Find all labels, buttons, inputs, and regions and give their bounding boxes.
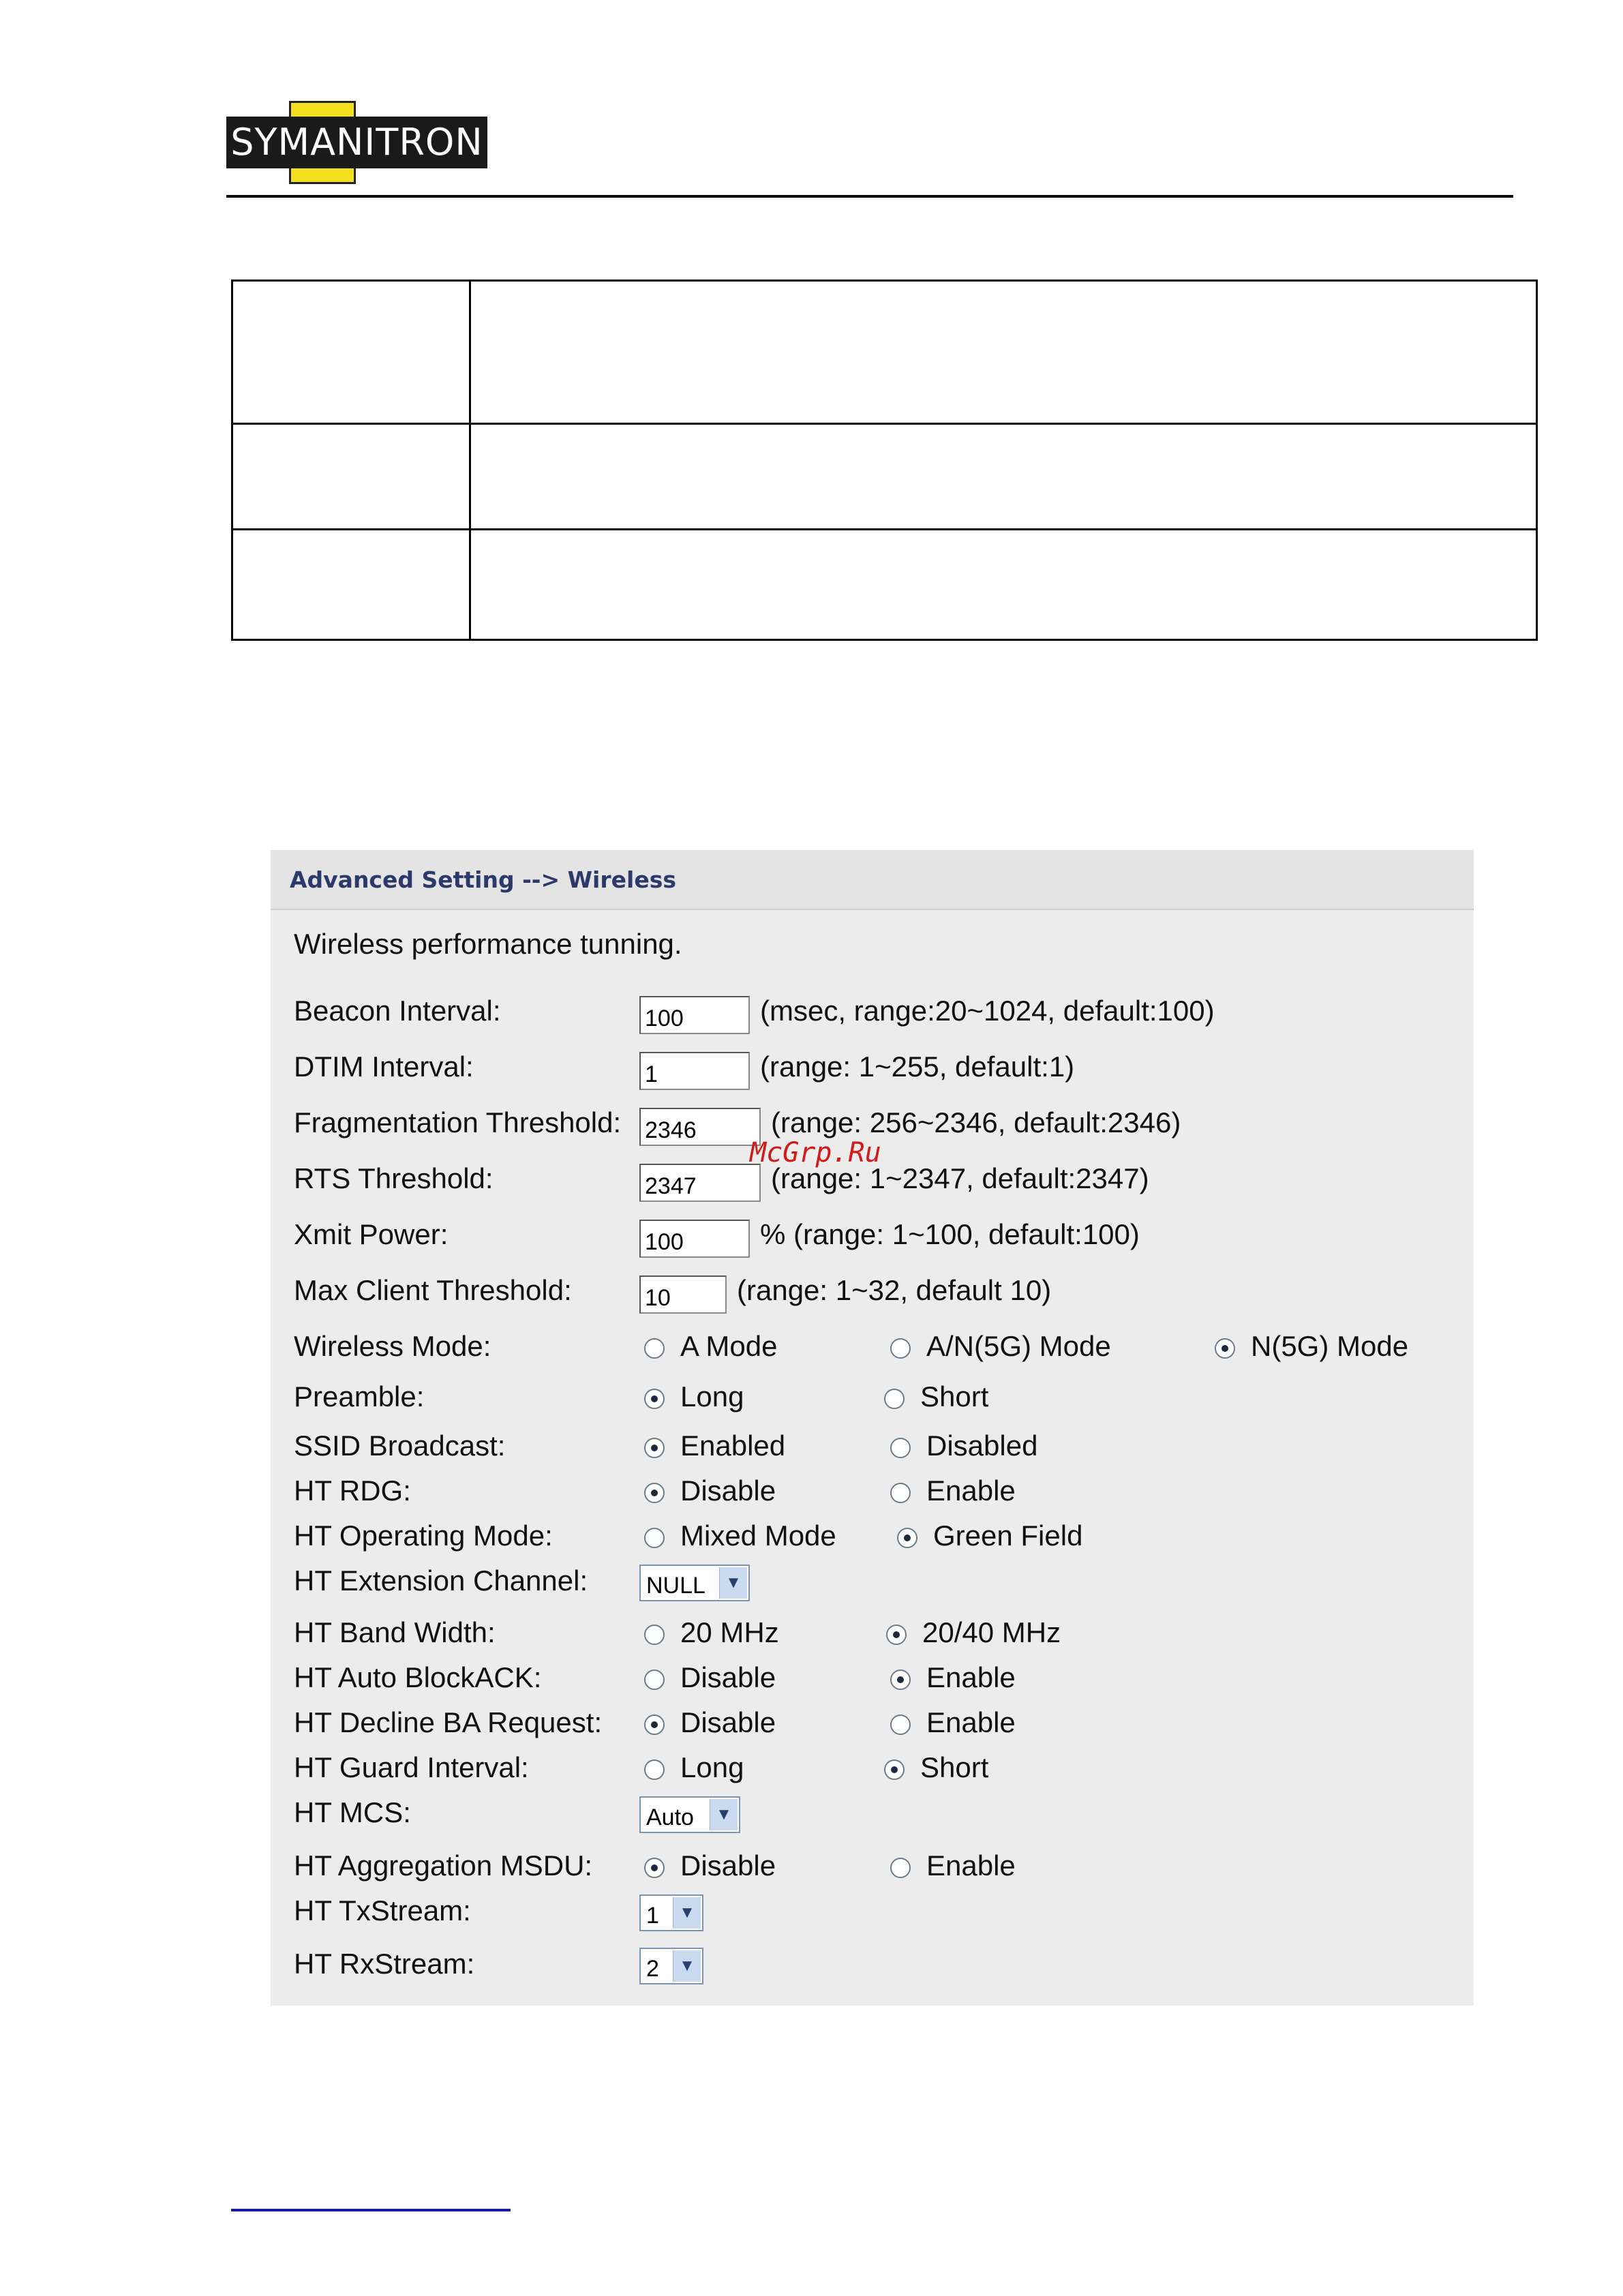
max-client-threshold-row — [271, 1274, 1474, 1325]
ht-gi-long-label: Long — [680, 1751, 744, 1783]
ht-txstream-label: HT TxStream: — [294, 1894, 471, 1927]
ht-guard-interval-row — [271, 1751, 1474, 1802]
table-row — [232, 424, 1537, 530]
ht-rdg-enable-label: Enable — [926, 1475, 1016, 1507]
ht-msdu-enable-radio[interactable] — [890, 1858, 911, 1878]
rts-threshold-row — [271, 1162, 1474, 1213]
ht-operating-mode-label: HT Operating Mode: — [294, 1520, 553, 1552]
ssid-enabled-radio[interactable] — [644, 1438, 665, 1458]
ht-txstream-row — [271, 1894, 1474, 1945]
description-table — [231, 280, 1538, 641]
ht-decline-ba-disable-label: Disable — [680, 1706, 776, 1738]
beacon-interval-row — [271, 995, 1474, 1045]
ht-green-field-label: Green Field — [933, 1520, 1083, 1552]
table-row — [232, 281, 1537, 424]
ht-msdu-disable-radio[interactable] — [644, 1858, 665, 1878]
ht-rxstream-value: 2 — [646, 1956, 659, 1982]
ht-extension-channel-value: NULL — [646, 1573, 706, 1599]
ht-decline-ba-enable-label: Enable — [926, 1706, 1016, 1738]
beacon-interval-hint: (msec, range:20~1024, default:100) — [760, 995, 1215, 1027]
ht-bw-2040-label: 20/40 MHz — [922, 1616, 1061, 1648]
rts-threshold-input[interactable]: 2347 — [639, 1164, 761, 1202]
max-client-threshold-hint: (range: 1~32, default 10) — [737, 1274, 1052, 1306]
ht-msdu-enable-label: Enable — [926, 1849, 1016, 1882]
ht-decline-ba-enable-radio[interactable] — [890, 1715, 911, 1735]
wireless-mode-n-radio[interactable] — [1215, 1338, 1235, 1359]
ssid-disabled-radio[interactable] — [890, 1438, 911, 1458]
ht-rdg-disable-label: Disable — [680, 1475, 776, 1507]
ht-blockack-enable-radio[interactable] — [890, 1670, 911, 1690]
ht-rdg-enable-radio[interactable] — [890, 1483, 911, 1503]
ht-extension-channel-row — [271, 1565, 1474, 1615]
xmit-power-row — [271, 1218, 1474, 1269]
ht-msdu-disable-label: Disable — [680, 1849, 776, 1882]
max-client-threshold-input[interactable]: 10 — [639, 1275, 727, 1314]
ht-extension-channel-select[interactable] — [639, 1565, 750, 1601]
rts-threshold-hint: (range: 1~2347, default:2347) — [771, 1162, 1149, 1194]
table-cell — [470, 530, 1537, 640]
ht-blockack-enable-label: Enable — [926, 1661, 1016, 1693]
preamble-label: Preamble: — [294, 1380, 425, 1413]
ht-guard-interval-label: HT Guard Interval: — [294, 1751, 529, 1783]
beacon-interval-input[interactable]: 100 — [639, 996, 750, 1034]
ht-extension-channel-label: HT Extension Channel: — [294, 1565, 588, 1597]
preamble-long-radio[interactable] — [644, 1389, 665, 1409]
panel-title: Advanced Setting --> Wireless — [290, 866, 676, 893]
dtim-interval-hint: (range: 1~255, default:1) — [760, 1051, 1075, 1083]
ht-gi-short-radio[interactable] — [884, 1759, 905, 1780]
ht-bw-20-label: 20 MHz — [680, 1616, 779, 1648]
ssid-disabled-label: Disabled — [926, 1430, 1038, 1462]
xmit-power-input[interactable]: 100 — [639, 1220, 750, 1258]
fragmentation-threshold-input[interactable]: 2346 — [639, 1108, 761, 1146]
ht-mixed-mode-label: Mixed Mode — [680, 1520, 836, 1552]
header-rule — [226, 195, 1513, 198]
ht-auto-blockack-row — [271, 1661, 1474, 1712]
wireless-mode-an-radio[interactable] — [890, 1338, 911, 1359]
ht-green-field-radio[interactable] — [897, 1528, 917, 1548]
ht-decline-ba-disable-radio[interactable] — [644, 1715, 665, 1735]
ht-gi-short-label: Short — [920, 1751, 989, 1783]
ht-gi-long-radio[interactable] — [644, 1759, 665, 1780]
preamble-long-label: Long — [680, 1380, 744, 1413]
ht-decline-ba-row — [271, 1706, 1474, 1757]
panel-intro: Wireless performance tunning. — [294, 928, 682, 960]
ht-decline-ba-label: HT Decline BA Request: — [294, 1706, 603, 1738]
footer-link[interactable] — [231, 2209, 511, 2211]
fragmentation-threshold-hint: (range: 256~2346, default:2346) — [771, 1106, 1181, 1138]
dtim-interval-row — [271, 1051, 1474, 1101]
wireless-mode-an-label: A/N(5G) Mode — [926, 1330, 1111, 1362]
table-cell — [470, 281, 1537, 424]
ht-txstream-select[interactable] — [639, 1894, 703, 1931]
preamble-short-radio[interactable] — [884, 1389, 905, 1409]
ht-auto-blockack-label: HT Auto BlockACK: — [294, 1661, 542, 1693]
ssid-enabled-label: Enabled — [680, 1430, 786, 1462]
wireless-mode-n-label: N(5G) Mode — [1251, 1330, 1409, 1362]
dtim-interval-input[interactable]: 1 — [639, 1052, 750, 1090]
table-cell — [232, 530, 470, 640]
company-logo — [226, 101, 487, 184]
wireless-mode-a-radio[interactable] — [644, 1338, 665, 1359]
ssid-broadcast-row — [271, 1430, 1474, 1480]
chevron-down-icon: ▼ — [673, 1950, 701, 1982]
ht-mcs-label: HT MCS: — [294, 1796, 411, 1828]
rts-threshold-label: RTS Threshold: — [294, 1162, 494, 1194]
table-cell — [232, 424, 470, 530]
watermark: McGrp.Ru — [750, 1137, 881, 1168]
ht-bw-2040-radio[interactable] — [886, 1625, 907, 1645]
table-cell — [470, 424, 1537, 530]
logo-text: SYMANITRON — [230, 121, 483, 164]
ht-rxstream-select[interactable] — [639, 1948, 703, 1984]
ht-mixed-mode-radio[interactable] — [644, 1528, 665, 1548]
ht-aggregation-msdu-row — [271, 1849, 1474, 1900]
fragmentation-threshold-label: Fragmentation Threshold: — [294, 1106, 622, 1138]
panel-header — [271, 850, 1474, 910]
wireless-mode-a-label: A Mode — [680, 1330, 778, 1362]
xmit-power-hint: % (range: 1~100, default:100) — [760, 1218, 1140, 1250]
ht-operating-mode-row — [271, 1520, 1474, 1570]
wireless-settings-panel — [271, 850, 1474, 2006]
ht-mcs-select[interactable] — [639, 1796, 740, 1833]
wireless-mode-label: Wireless Mode: — [294, 1330, 491, 1362]
ht-rxstream-row — [271, 1948, 1474, 1998]
chevron-down-icon: ▼ — [710, 1799, 738, 1830]
ht-bw-20-radio[interactable] — [644, 1625, 665, 1645]
preamble-row — [271, 1380, 1474, 1431]
max-client-threshold-label: Max Client Threshold: — [294, 1274, 572, 1306]
ht-band-width-label: HT Band Width: — [294, 1616, 496, 1648]
table-row — [232, 530, 1537, 640]
ssid-broadcast-label: SSID Broadcast: — [294, 1430, 506, 1462]
table-cell — [232, 281, 470, 424]
ht-blockack-disable-label: Disable — [680, 1661, 776, 1693]
beacon-interval-label: Beacon Interval: — [294, 995, 501, 1027]
dtim-interval-label: DTIM Interval: — [294, 1051, 474, 1083]
ht-blockack-disable-radio[interactable] — [644, 1670, 665, 1690]
xmit-power-label: Xmit Power: — [294, 1218, 449, 1250]
ht-rxstream-label: HT RxStream: — [294, 1948, 475, 1980]
ht-aggregation-msdu-label: HT Aggregation MSDU: — [294, 1849, 593, 1882]
ht-rdg-label: HT RDG: — [294, 1475, 411, 1507]
ht-txstream-value: 1 — [646, 1903, 659, 1929]
wireless-mode-row — [271, 1330, 1474, 1380]
ht-band-width-row — [271, 1616, 1474, 1667]
chevron-down-icon: ▼ — [719, 1567, 747, 1599]
ht-mcs-value: Auto — [646, 1804, 694, 1830]
ht-rdg-disable-radio[interactable] — [644, 1483, 665, 1503]
chevron-down-icon: ▼ — [673, 1897, 701, 1929]
preamble-short-label: Short — [920, 1380, 989, 1413]
ht-mcs-row — [271, 1796, 1474, 1847]
ht-rdg-row — [271, 1475, 1474, 1525]
